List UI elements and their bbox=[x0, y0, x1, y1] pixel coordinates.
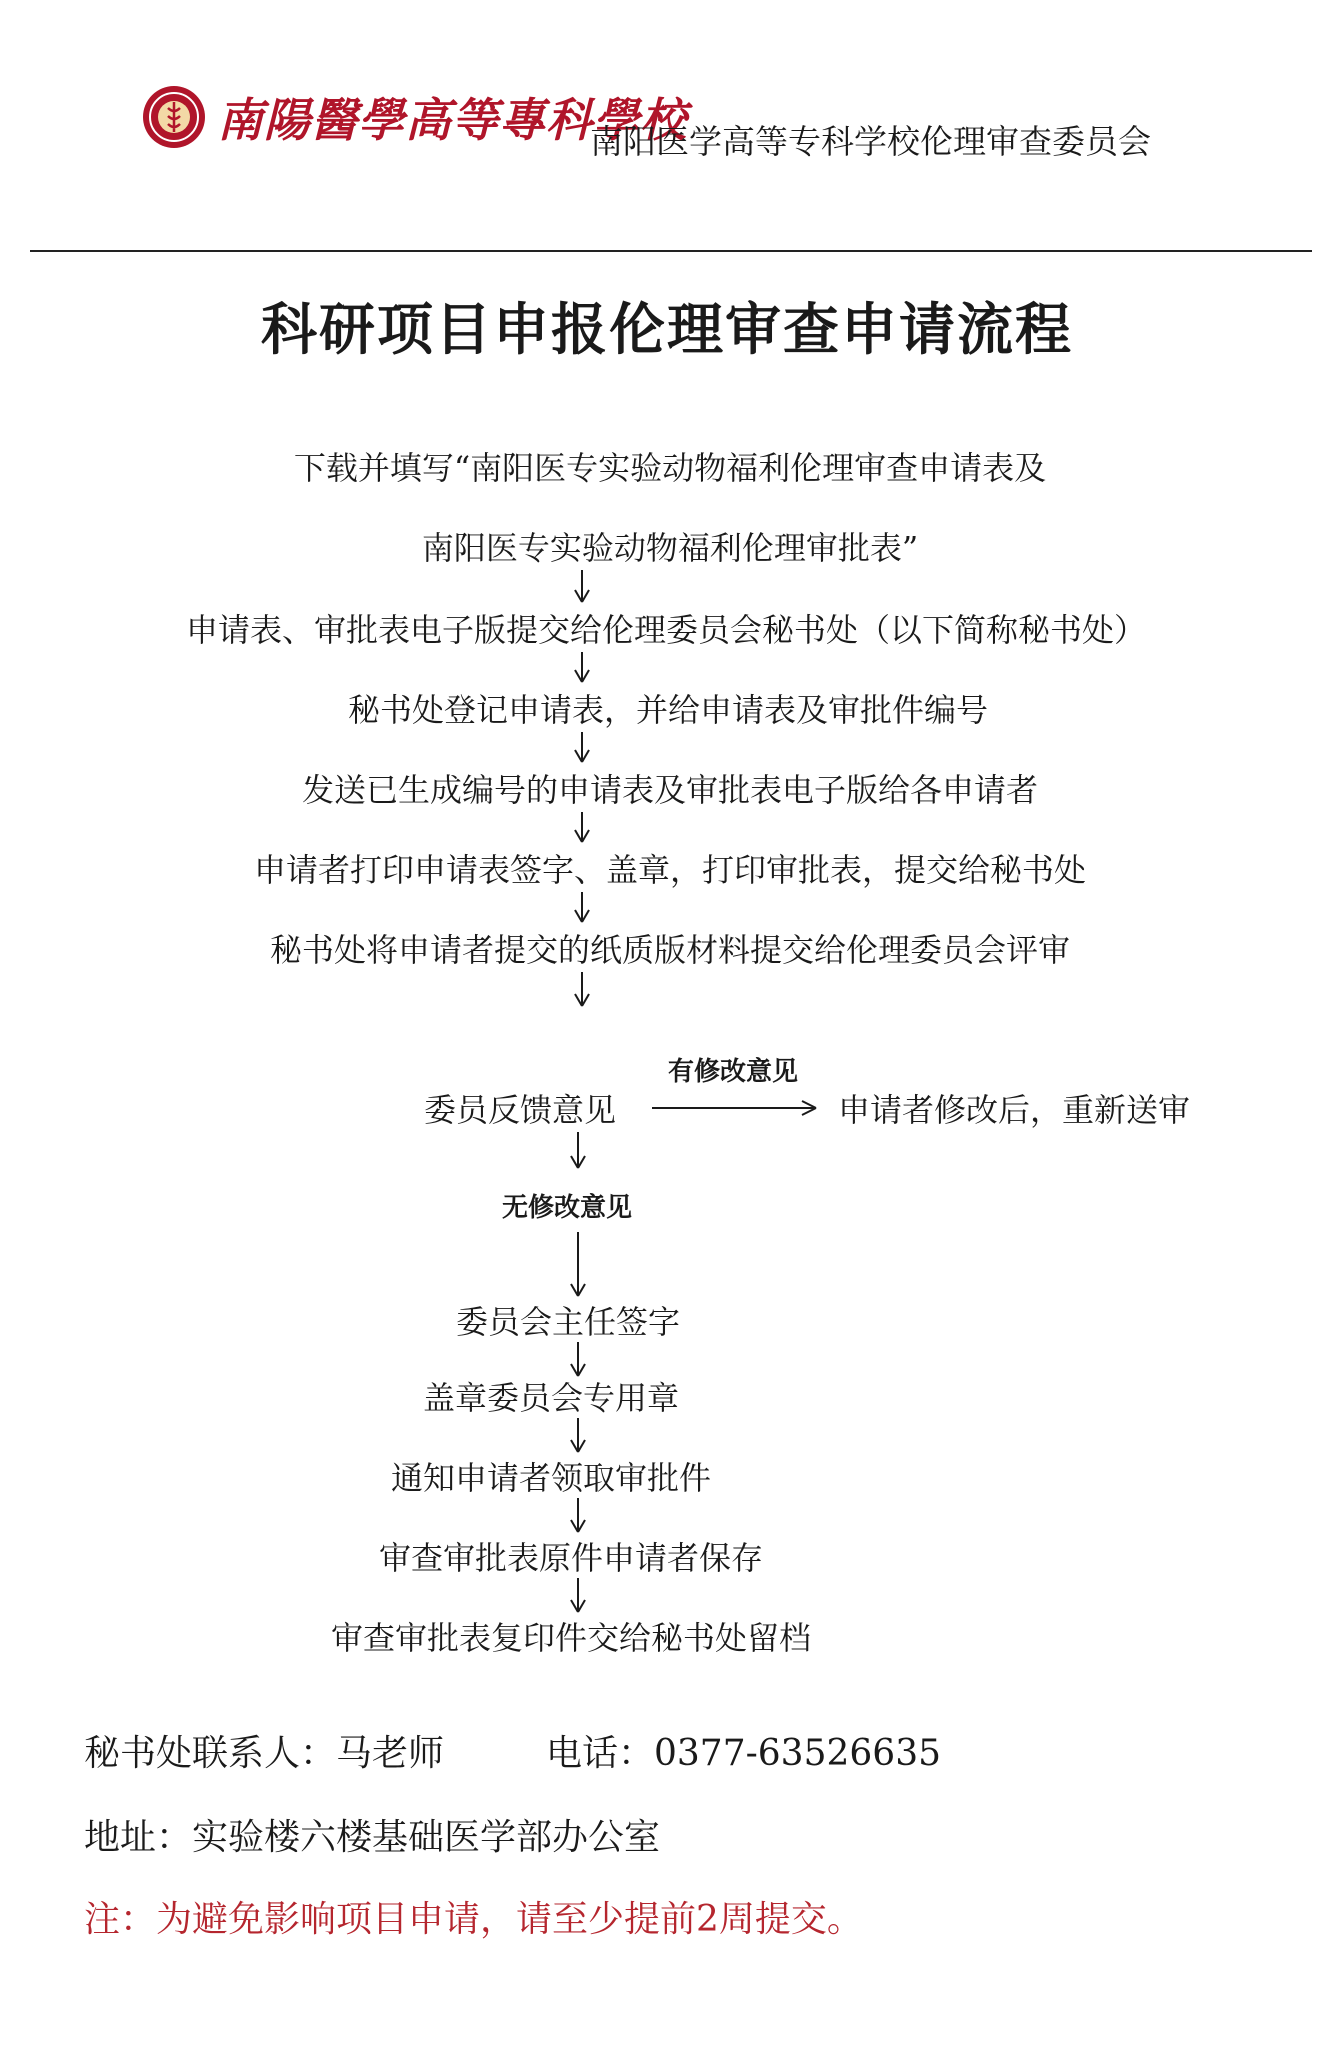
contact-phone: 电话：0377-63526635 bbox=[546, 1733, 942, 1774]
contact-person: 秘书处联系人：马老师 bbox=[84, 1733, 445, 1774]
no-change-label: 无修改意见 bbox=[502, 1193, 633, 1223]
flow-step-7: 委员会主任签字 bbox=[455, 1303, 681, 1341]
flow-step-10: 审查审批表原件申请者保存 bbox=[378, 1539, 764, 1577]
flow-feedback: 委员反馈意见 bbox=[424, 1091, 617, 1129]
flow-branch-result: 申请者修改后，重新送审 bbox=[838, 1091, 1191, 1129]
flow-step-9: 通知申请者领取审批件 bbox=[390, 1459, 712, 1497]
flow-step-4: 发送已生成编号的申请表及审批表电子版给各申请者 bbox=[301, 771, 1039, 809]
flow-step-11: 审查审批表复印件交给秘书处留档 bbox=[330, 1619, 812, 1657]
branch-label: 有修改意见 bbox=[668, 1057, 799, 1087]
committee-name: 南阳医学高等专科学校伦理审查委员会 bbox=[590, 122, 1151, 161]
flow-step-5: 申请者打印申请表签字、盖章，打印审批表，提交给秘书处 bbox=[253, 851, 1087, 889]
contact-address: 地址：实验楼六楼基础医学部办公室 bbox=[84, 1817, 661, 1858]
flow-step-3: 秘书处登记申请表，并给申请表及审批件编号 bbox=[347, 691, 989, 729]
flow-step-2: 申请表、审批表电子版提交给伦理委员会秘书处（以下简称秘书处） bbox=[185, 611, 1147, 649]
flow-step-1-line-1: 下载并填写“南阳医专实验动物福利伦理审查申请表及 bbox=[293, 449, 1047, 487]
page-title: 科研项目申报伦理审查申请流程 bbox=[261, 298, 1073, 363]
flow-step-8: 盖章委员会专用章 bbox=[422, 1379, 680, 1417]
flow-step-6: 秘书处将申请者提交的纸质版材料提交给伦理委员会评审 bbox=[269, 931, 1071, 969]
submission-note: 注：为避免影响项目申请，请至少提前2周提交。 bbox=[84, 1899, 863, 1940]
school-logo-text: 南陽醫學高等專科學校 bbox=[217, 93, 687, 147]
flow-step-1-line-2: 南阳医专实验动物福利伦理审批表” bbox=[421, 529, 919, 567]
